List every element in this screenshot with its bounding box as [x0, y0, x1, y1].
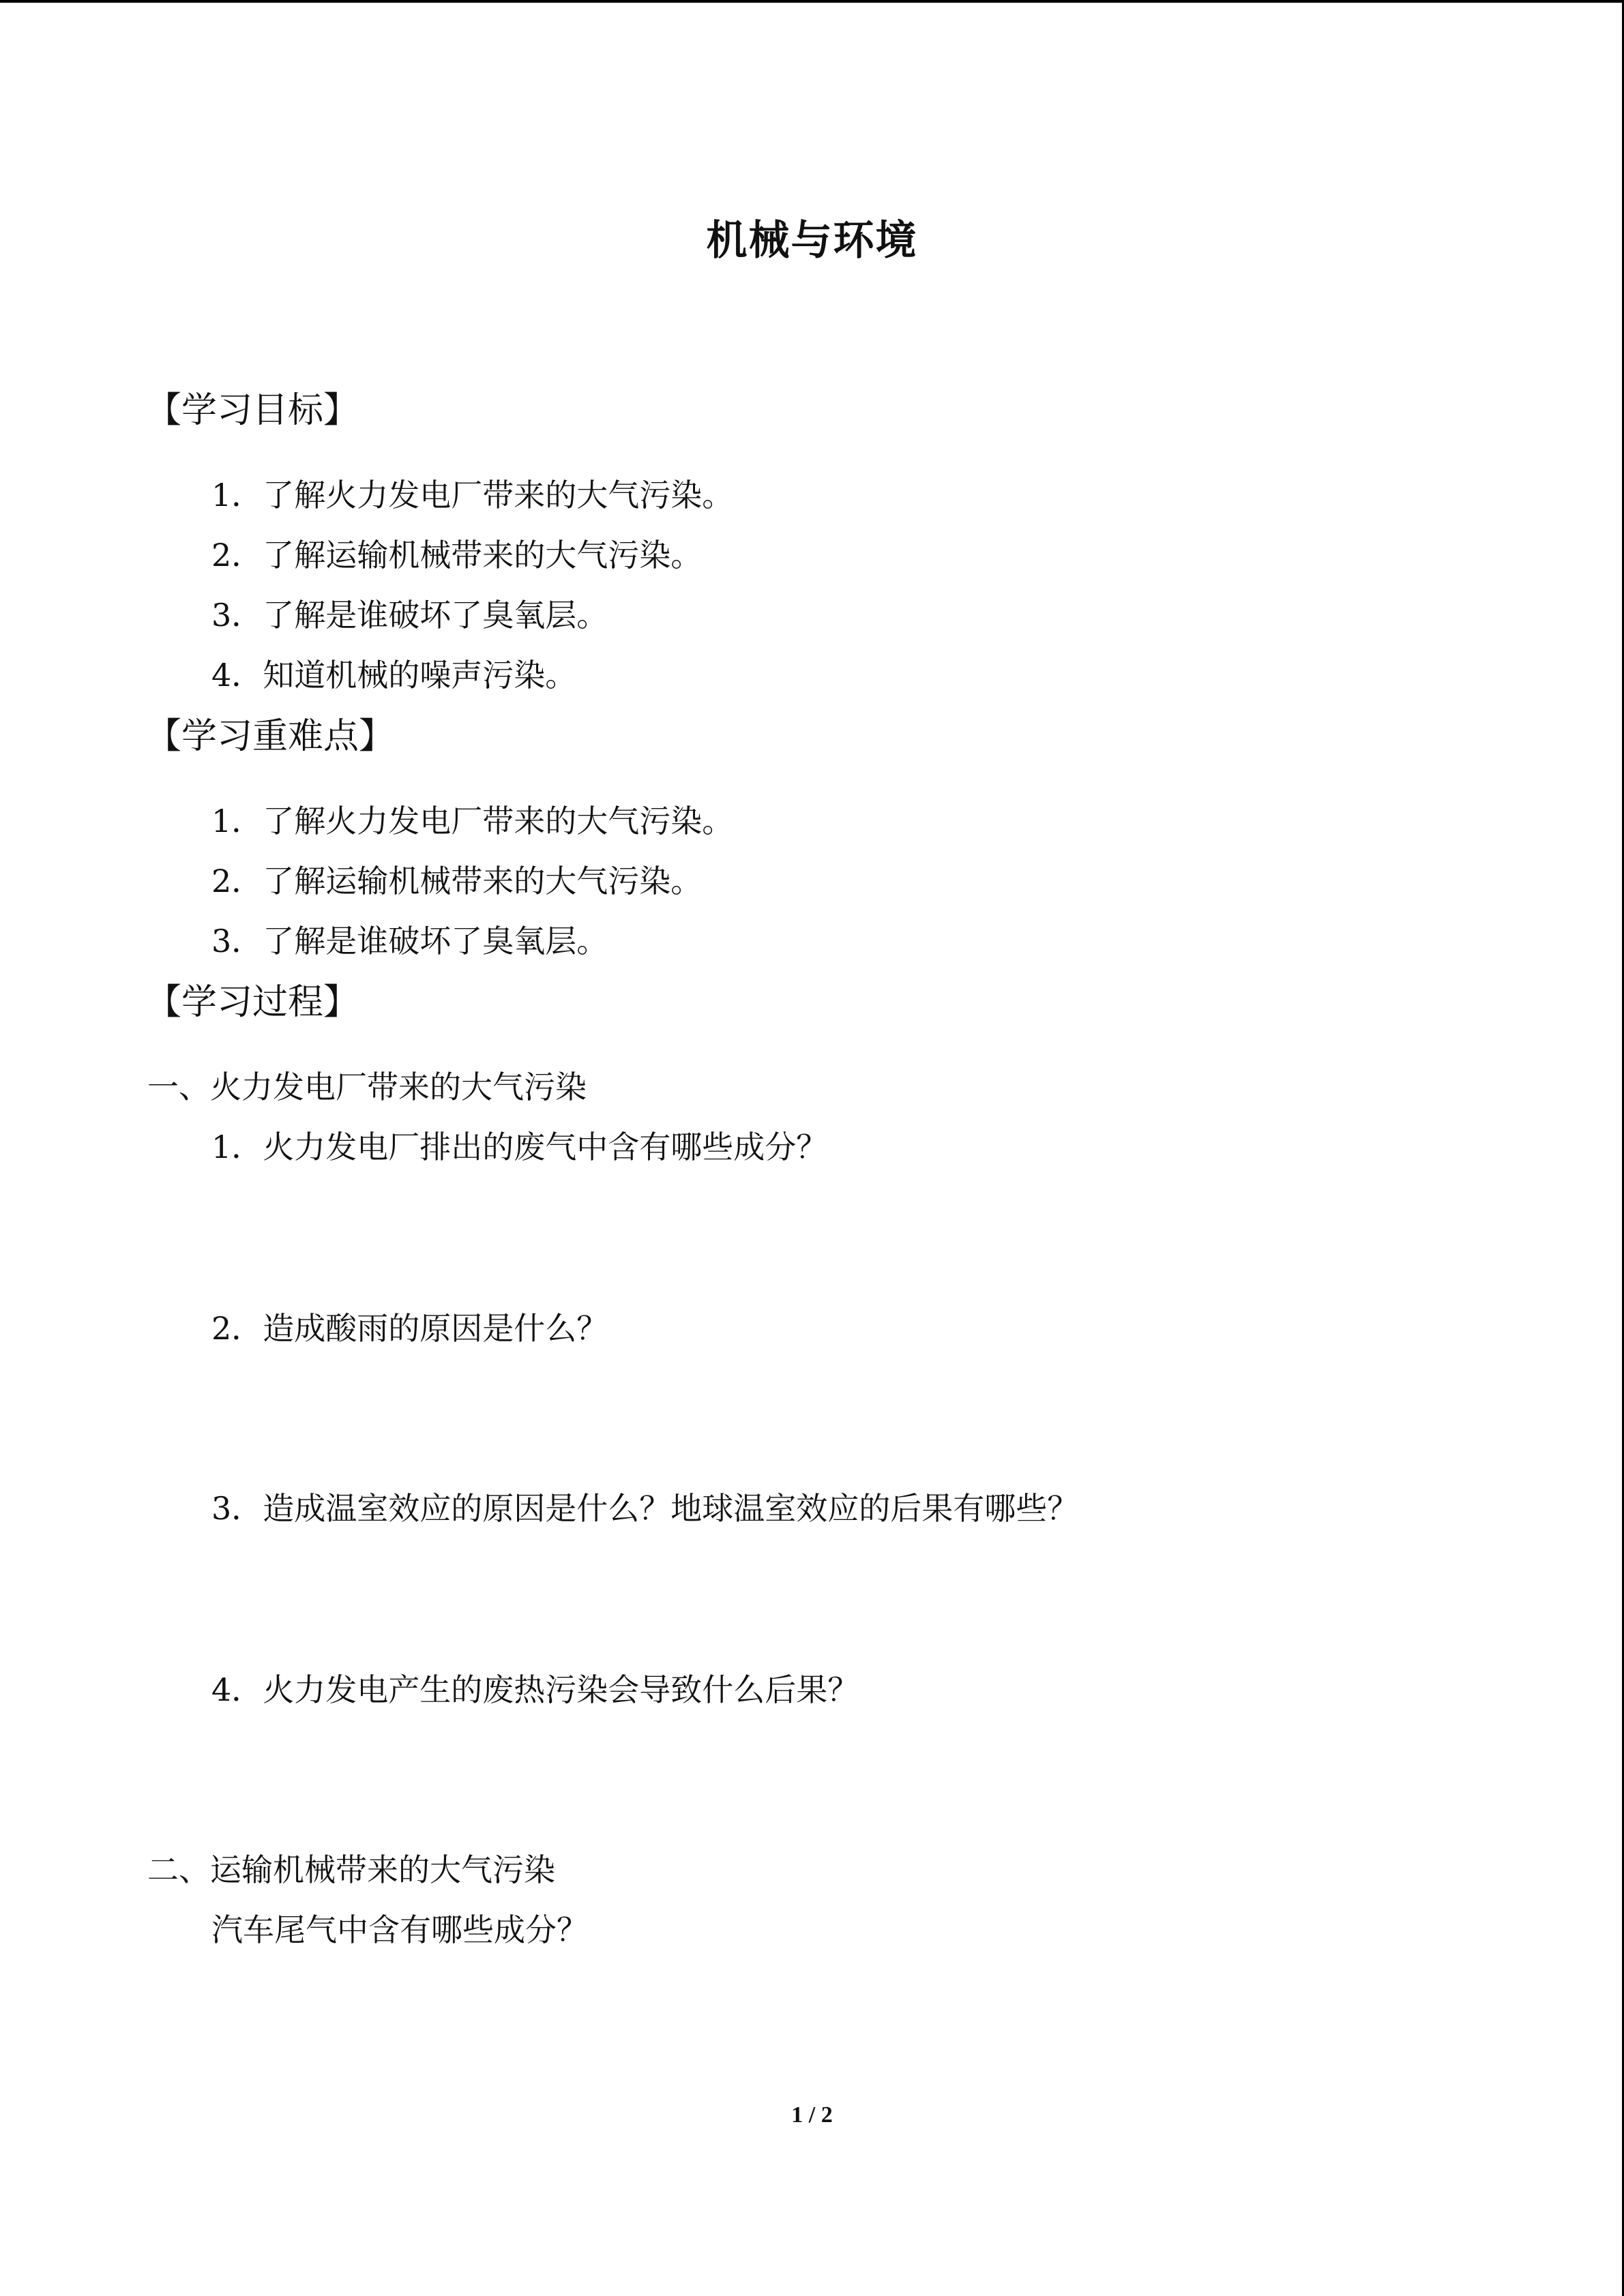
process-part1-title: 一、火力发电厂带来的大气污染 — [147, 1069, 587, 1105]
page-title: 机械与环境 — [706, 217, 918, 265]
question-item: 1．火力发电厂排出的废气中含有哪些成分？ — [211, 1129, 828, 1165]
key-point-item: 3．了解是谁破坏了臭氧层。 — [211, 923, 608, 959]
question-item: 2．造成酸雨的原因是什么？ — [211, 1310, 608, 1347]
question-item: 汽车尾气中含有哪些成分？ — [211, 1911, 588, 1948]
key-point-item: 1．了解火力发电厂带来的大气污染。 — [211, 803, 734, 839]
question-item: 4．火力发电产生的废热污染会导致什么后果？ — [211, 1671, 859, 1708]
page-border-top — [0, 0, 1624, 3]
page-number: 1 / 2 — [791, 2102, 833, 2128]
objective-item: 1．了解火力发电厂带来的大气污染。 — [211, 477, 734, 513]
key-points-heading: 【学习重难点】 — [146, 716, 395, 757]
process-part2-title: 二、运输机械带来的大气污染 — [147, 1851, 555, 1888]
objective-item: 2．了解运输机械带来的大气污染。 — [211, 537, 703, 573]
process-heading: 【学习过程】 — [146, 982, 359, 1023]
objective-item: 3．了解是谁破坏了臭氧层。 — [211, 597, 608, 633]
objectives-heading: 【学习目标】 — [146, 390, 359, 431]
key-point-item: 2．了解运输机械带来的大气污染。 — [211, 863, 703, 899]
question-item: 3．造成温室效应的原因是什么？地球温室效应的后果有哪些？ — [211, 1490, 1079, 1527]
objective-item: 4．知道机械的噪声污染。 — [211, 657, 577, 694]
